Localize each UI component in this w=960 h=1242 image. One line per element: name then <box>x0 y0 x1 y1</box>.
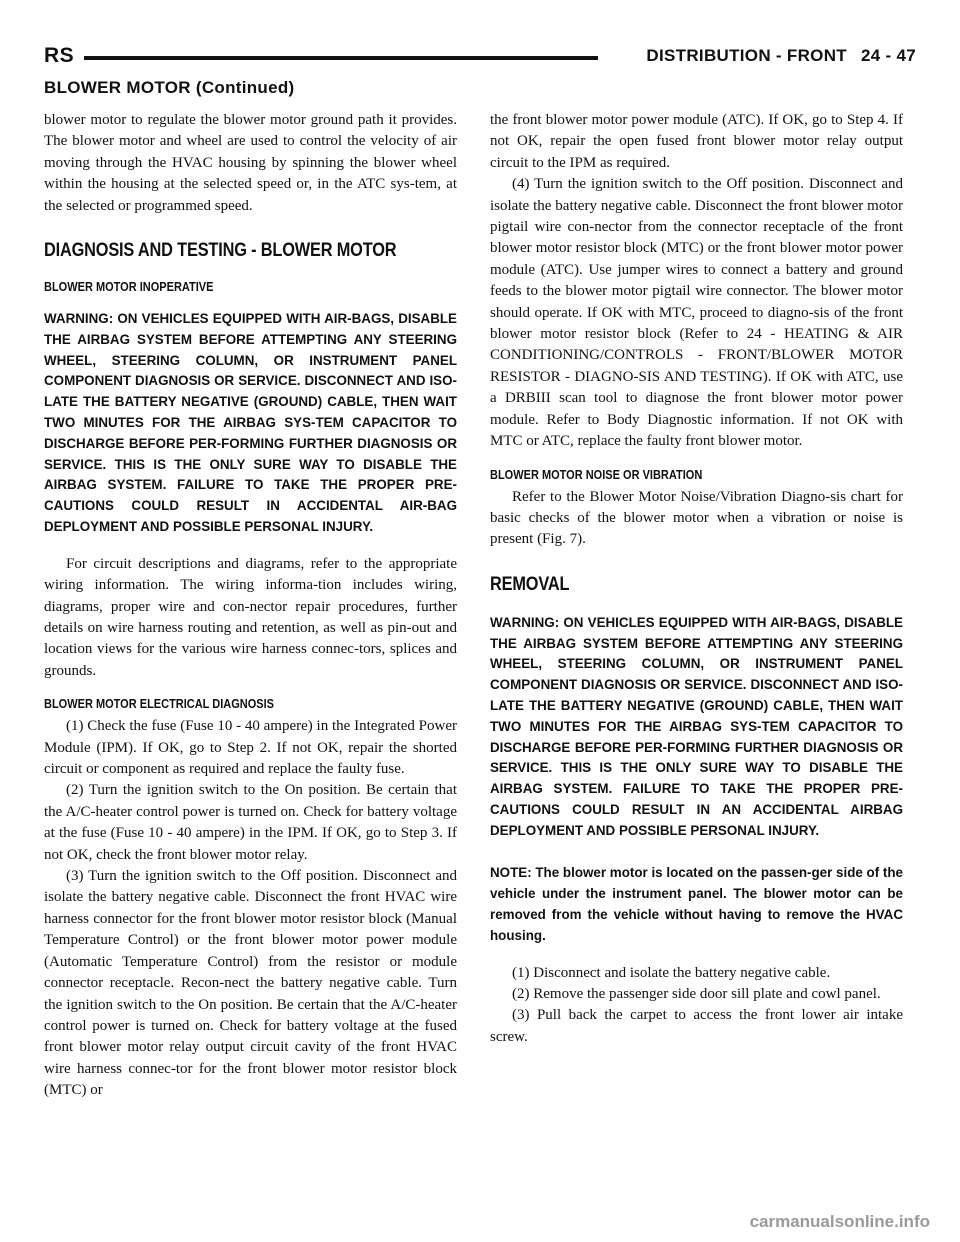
watermark-text: carmanualsonline.info <box>749 1212 930 1231</box>
diagnosis-step-3-continued: the front blower motor power module (ATC). If OK, go to Step 4. If not OK, repair the open fused front blower motor relay output circuit to the IPM as required. <box>490 112 903 171</box>
diagnosis-heading: DIAGNOSIS AND TESTING - BLOWER MOTOR <box>44 240 397 262</box>
header-page-number: 24 - 47 <box>860 46 916 65</box>
header-model-code: RS <box>44 44 75 67</box>
removal-heading: REMOVAL <box>490 573 570 595</box>
inoperative-heading: BLOWER MOTOR INOPERATIVE <box>44 280 214 295</box>
removal-step-2: (2) Remove the passenger side door sill plate and cowl panel. <box>512 986 881 1003</box>
header-section-page <box>646 46 916 66</box>
intro-paragraph: blower motor to regulate the blower motor ground path it provides. The blower motor and wheel are used to control the velocity of air moving through the HVAC housing by spinning the blower wheel within the housing at the selected speed or, in the ATC sys-tem, at the selected or programmed speed. <box>44 112 457 214</box>
circuit-description-paragraph: For circuit descriptions and diagrams, refer to the appropriate wiring information. The wiring informa-tion includes wiring, diagrams, proper wire and con-nector repair procedures, further details on wire harness routing and retention, as well as pin-out and location views for the various wire harness connec-tors, splices and grounds. <box>44 555 457 679</box>
diagnosis-step-3: (3) Turn the ignition switch to the Off position. Disconnect and isolate the battery negative cable. Disconnect the front HVAC wire harness connector for the front blower motor resistor block (Manual Temperature Control) or the front blower motor power module (Automatic Temperature Control) from the resistor or module connector receptacle. Recon-nect the battery negative cable. Turn the ignition switch to the On position. Be certain that the A/C-heater control power is turned on. Check for battery voltage at the fused front blower motor relay output circuit cavity of the front HVAC wire harness connec-tor for the front blower motor resistor block (MTC) or <box>44 868 457 1099</box>
diagnosis-step-1: (1) Check the fuse (Fuse 10 - 40 ampere) in the Integrated Power Module (IPM). If OK, go to Step 2. If not OK, repair the shorted circuit or component as required and replace the faulty fuse. <box>44 718 457 778</box>
removal-airbag-warning: WARNING: ON VEHICLES EQUIPPED WITH AIR-BAGS, DISABLE THE AIRBAG SYSTEM BEFORE ATTEMPTING ANY STEERING WHEEL, STEERING COLUMN, OR INSTRUMENT PANEL COMPONENT DIAGNOSIS OR SERVICE. DISCONNECT AND ISO-LATE THE BATTERY NEGATIVE (GROUND) CABLE, THEN WAIT TWO MINUTES FOR THE AIRBAG SYS-TEM CAPACITOR TO DISCHARGE BEFORE PER-FORMING FURTHER DIAGNOSIS OR SERVICE. THIS IS THE ONLY SURE WAY TO DISABLE THE AIRBAG SYSTEM. FAILURE TO TAKE THE PROPER PRE-CAUTIONS COULD RESULT IN AN ACCIDENTAL AIRBAG DEPLOYMENT AND POSSIBLE PERSONAL INJURY. <box>490 614 903 838</box>
electrical-diagnosis-heading: BLOWER MOTOR ELECTRICAL DIAGNOSIS <box>44 697 274 712</box>
noise-vibration-paragraph: Refer to the Blower Motor Noise/Vibration Diagno-sis chart for basic checks of the blower motor when a vibration or noise is present (Fig. 7). <box>490 488 903 548</box>
right-column <box>490 110 903 1048</box>
page-header <box>44 44 916 78</box>
header-section-title: DISTRIBUTION - FRONT <box>646 46 847 65</box>
diagnosis-step-4: (4) Turn the ignition switch to the Off position. Disconnect and isolate the battery negative cable. Disconnect the front blower motor pigtail wire con-nector from the connector receptacle of the front blower motor resistor block (MTC) or the front blower motor power module (ATC). Use jumper wires to connect a battery and ground feeds to the blower motor pigtail wire connector. The blower motor should operate. If OK with MTC, proceed to diagno-sis of the front blower motor resistor block (Refer to 24 - HEATING & AIR CONDITIONING/CONTROLS - FRONT/BLOWER MOTOR RESISTOR - DIAGNO-SIS AND TESTING). If OK with ATC, use a DRBIII scan tool to diagnose the front blower motor power module. Refer to Body Diagnostic information. If not OK with MTC or ATC, replace the faulty front blower motor. <box>490 176 903 450</box>
left-column <box>44 110 457 1102</box>
header-rule <box>84 56 598 60</box>
removal-step-3: (3) Pull back the carpet to access the front lower air intake screw. <box>490 1007 903 1045</box>
noise-vibration-heading: BLOWER MOTOR NOISE OR VIBRATION <box>490 467 703 482</box>
airbag-warning: WARNING: ON VEHICLES EQUIPPED WITH AIR-BAGS, DISABLE THE AIRBAG SYSTEM BEFORE ATTEMPTING ANY STEERING WHEEL, STEERING COLUMN, OR INSTRUMENT PANEL COMPONENT DIAGNOSIS OR SERVICE. DISCONNECT AND ISO-LATE THE BATTERY NEGATIVE (GROUND) CABLE, THEN WAIT TWO MINUTES FOR THE AIRBAG SYS-TEM CAPACITOR TO DISCHARGE BEFORE PER-FORMING FURTHER DIAGNOSIS OR SERVICE. THIS IS THE ONLY SURE WAY TO DISABLE THE AIRBAG SYSTEM. FAILURE TO TAKE THE PROPER PRE-CAUTIONS COULD RESULT IN ACCIDENTAL AIR-BAG DEPLOYMENT AND POSSIBLE PERSONAL INJURY. <box>44 311 457 534</box>
diagnosis-step-2: (2) Turn the ignition switch to the On position. Be certain that the A/C-heater control power is turned on. Check for battery voltage at the fuse (Fuse 10 - 40 ampere) in the IPM. If OK, go to Step 3. If not OK, check the front blower motor relay. <box>44 782 457 863</box>
removal-step-1: (1) Disconnect and isolate the battery negative cable. <box>512 964 831 981</box>
continued-title: BLOWER MOTOR (Continued) <box>44 78 295 97</box>
removal-note: NOTE: The blower motor is located on the passen-ger side of the vehicle under the instrument panel. The blower motor can be removed from the vehicle without having to remove the HVAC housing. <box>490 865 903 943</box>
